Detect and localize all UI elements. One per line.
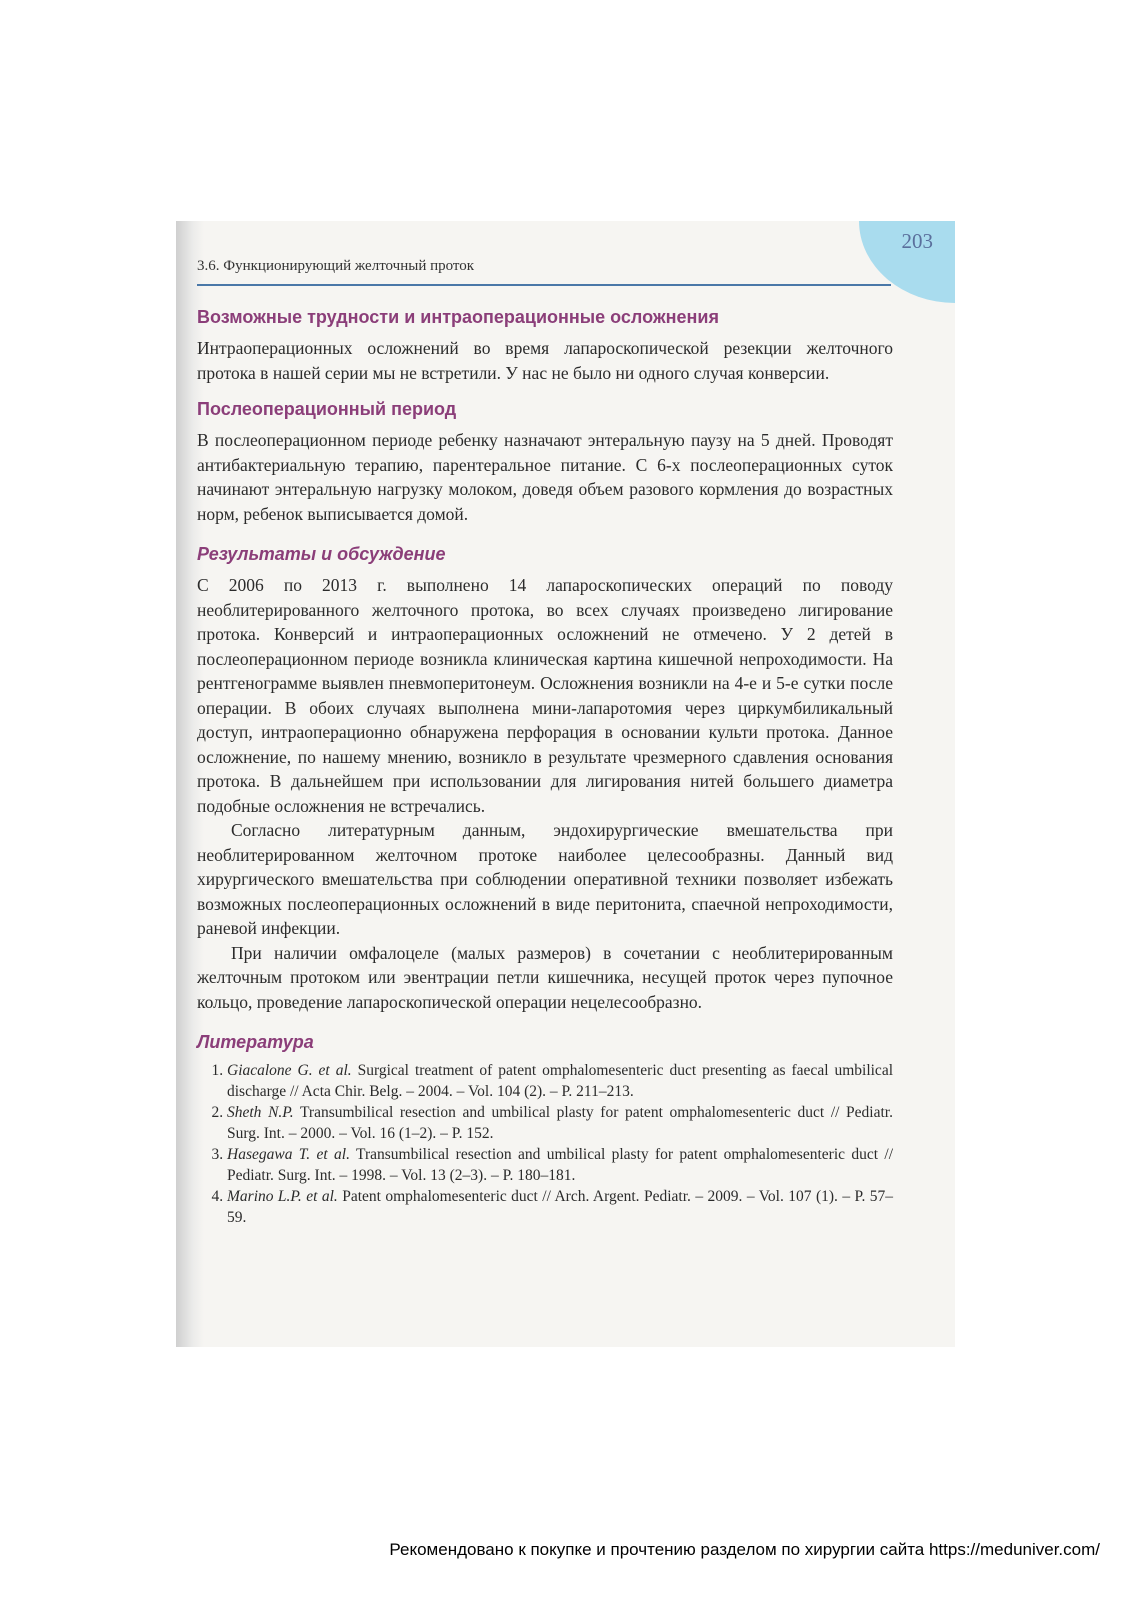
- running-head: 3.6. Функционирующий желточный проток: [197, 258, 475, 274]
- section-results: [197, 542, 893, 1014]
- section-references: [197, 1030, 893, 1228]
- paragraph: При наличии омфалоцеле (малых размеров) в сочетании с необлитерированным желточным протоком или эвентрации петли кишечника, несущей проток через пупочное кольцо, проведение лапароскопической операции нецелесообразно.: [197, 942, 893, 1012]
- section-heading: Результаты и обсуждение: [197, 544, 446, 564]
- reference-item: [227, 1061, 893, 1102]
- section-postoperative: [197, 397, 893, 526]
- site-footer-note: Рекомендовано к покупке и прочтению разделом по хирургии сайта https://meduniver.com/: [389, 1540, 1100, 1559]
- reference-item: [227, 1187, 893, 1228]
- section-complications: [197, 305, 893, 385]
- paragraph: С 2006 по 2013 г. выполнено 14 лапароскопических операций по поводу необлитерированного желточного протока, во всех случаях произведено лигирование протока. Конверсий и интраоперационных осложнений не отмечено. У 2 детей в послеоперационном периоде возникла клиническая картина кишечной непроходимости. На рентгенограмме выявлен пневмоперитонеум. Осложнения возникли на 4-е и 5-е сутки после операции. В обоих случаях выполнена мини-лапаротомия через циркумбиликальный доступ, интраоперационно обнаружена перфорация в основании культи протока. Данное осложнение, по нашему мнению, возникло в результате чрезмерного сдавления основания протока. В дальнейшем при использовании для лигирования нитей большего диаметра подобные осложнения не встречались.: [197, 575, 893, 816]
- references-list: [197, 1061, 893, 1228]
- paragraph: В послеоперационном периоде ребенку назначают энтеральную паузу на 5 дней. Проводят антибактериальную терапию, парентеральное питание. С 6-х послеоперационных суток начинают энтеральную нагрузку молоком, доведя объем разового кормления до возрастных норм, ребенок выписывается домой.: [197, 430, 893, 524]
- book-page: [176, 221, 955, 1347]
- section-heading: Возможные трудности и интраоперационные осложнения: [197, 307, 719, 327]
- reference-text: Transumbilical resection and umbilical plasty for patent omphalomesenteric duct // Pediatr. Surg. Int. – 1998. – Vol. 13 (2–3). – P. 180–181.: [227, 1146, 894, 1184]
- header-rule: [197, 284, 891, 286]
- reference-author: Hasegawa T. et al.: [227, 1146, 350, 1163]
- reference-text: Patent omphalomesenteric duct // Arch. Argent. Pediatr. – 2009. – Vol. 107 (1). – P. 57–59.: [227, 1188, 894, 1226]
- reference-text: Surgical treatment of patent omphalomesenteric duct presenting as faecal umbilical discharge // Acta Chir. Belg. – 2004. – Vol. 104 (2). – P. 211–213.: [227, 1062, 894, 1100]
- reference-item: [227, 1145, 893, 1186]
- reference-item: [227, 1103, 893, 1144]
- section-heading: Послеоперационный период: [197, 399, 457, 419]
- reference-author: Giacalone G. et al.: [227, 1062, 352, 1079]
- references-heading: Литература: [197, 1032, 314, 1052]
- paragraph: Согласно литературным данным, эндохирургические вмешательства при необлитерированном желточном протоке наиболее целесообразны. Данный вид хирургического вмешательства при соблюдении оперативной техники позволяет избежать возможных послеоперационных осложнений в виде перитонита, спаечной непроходимости, раневой инфекции.: [197, 820, 893, 938]
- reference-author: Marino L.P. et al.: [227, 1188, 338, 1205]
- paragraph: Интраоперационных осложнений во время лапароскопической резекции желточного протока в нашей серии мы не встретили. У нас не было ни одного случая конверсии.: [197, 338, 893, 383]
- reference-author: Sheth N.P.: [227, 1104, 294, 1121]
- reference-text: Transumbilical resection and umbilical plasty for patent omphalomesenteric duct // Pediatr. Surg. Int. – 2000. – Vol. 16 (1–2). – P. 152.: [227, 1104, 893, 1142]
- page-number: 203: [901, 229, 933, 253]
- page-content: [197, 305, 893, 1240]
